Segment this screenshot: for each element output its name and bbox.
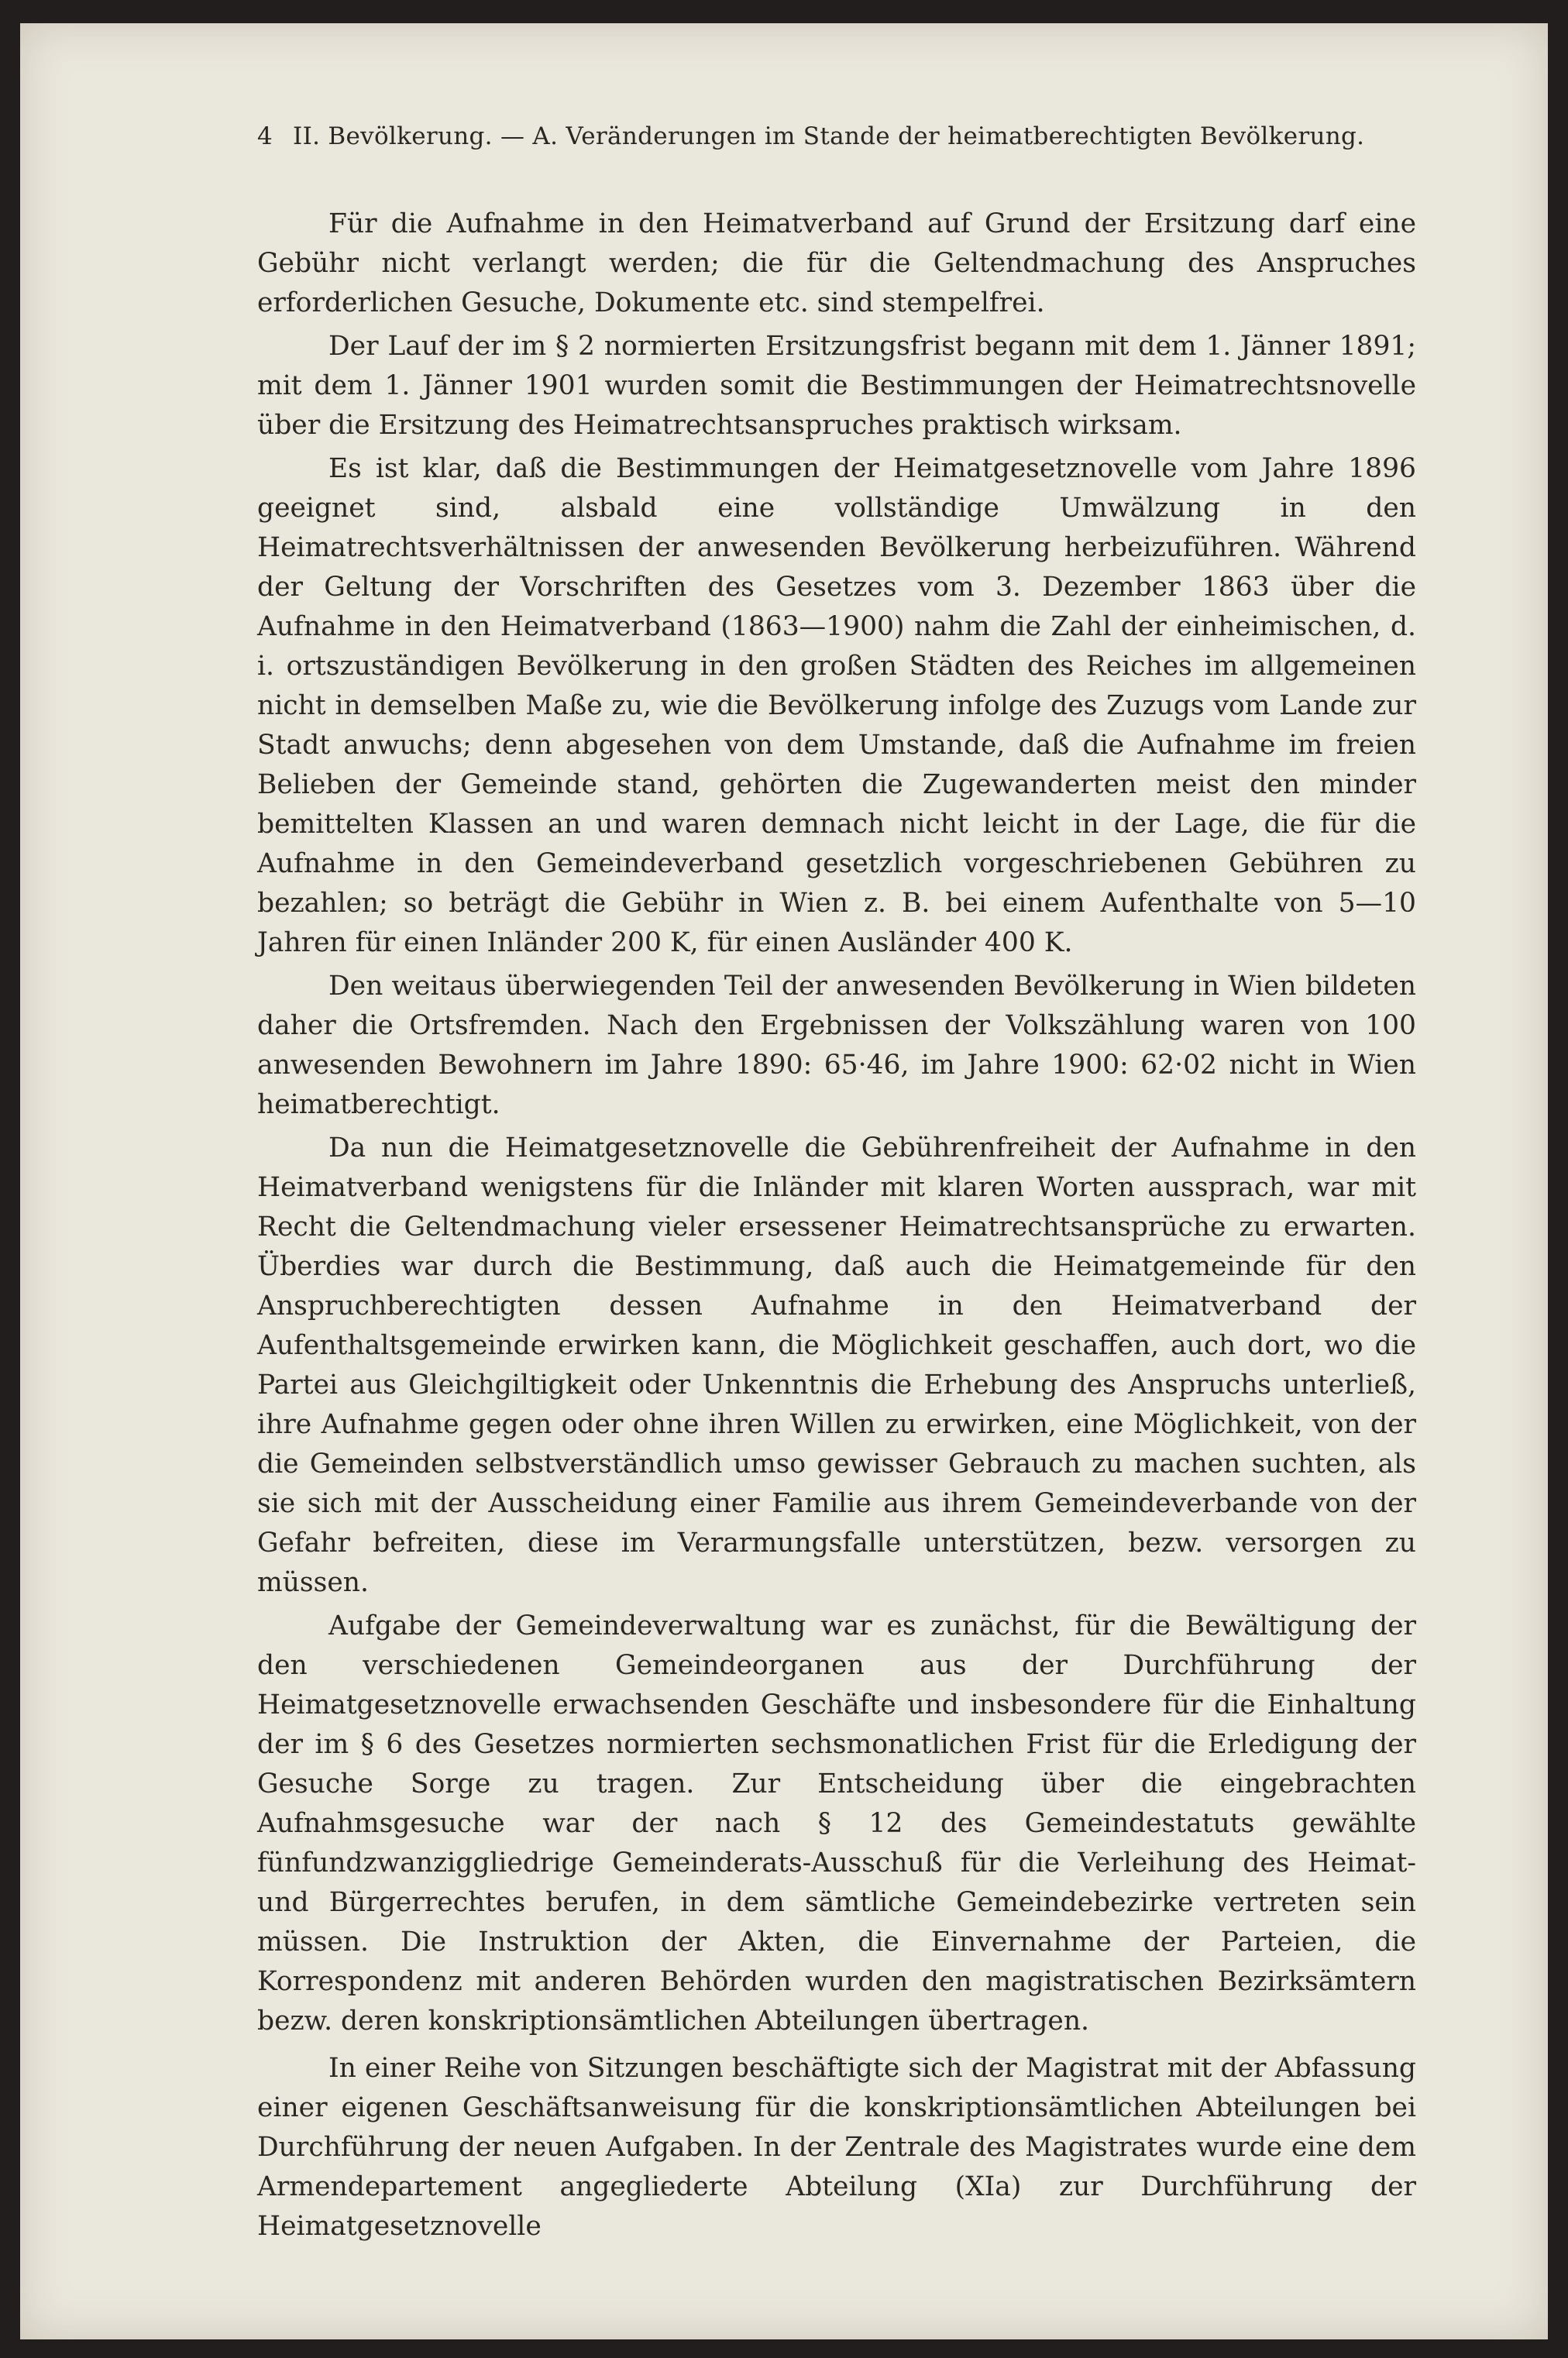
paragraph: Der Lauf der im § 2 normierten Ersitzungsfrist begann mit dem 1. Jänner 1891; mit dem 1. Jänner 1901 wurden somit die Bestimmungen der Heimatrechtsnovelle über die Ersitzung des Heimatrechtsanspruches praktisch wirksam. bbox=[257, 331, 1416, 441]
paragraph: Den weitaus überwiegenden Teil der anwesenden Bevölkerung in Wien bildeten daher die Ortsfremden. Nach den Ergebnissen der Volkszählung waren von 100 anwesenden Bewohnern im Jahre 1890: 65·46, im Jahre 1900: 62·02 nicht in Wien heimatberechtigt. bbox=[257, 971, 1416, 1120]
paragraph: Aufgabe der Gemeindeverwaltung war es zunächst, für die Bewältigung der den verschiedenen Gemeindeorganen aus der Durchführung der Heimatgesetznovelle erwachsenden Geschäfte und insbesondere für die Einhaltung der im § 6 des Gesetzes normierten sechsmonatlichen Frist für die Erledigung der Gesuche Sorge zu tragen. Zur Entscheidung über die eingebrachten Aufnahmsgesuche war der nach § 12 des Gemeindestatuts gewählte fünfundzwanziggliedrige Gemeinderats-Ausschuß für die Verleihung des Heimat- und Bürgerrechtes berufen, in dem sämtliche Gemeindebezirke vertreten sein müssen. Die Instruktion der Akten, die Einvernahme der Parteien, die Korrespondenz mit anderen Behörden wurden den magistratischen Bezirksämtern bezw. deren konskriptionsämtlichen Abteilungen übertragen. bbox=[257, 1610, 1416, 2037]
paragraph: Da nun die Heimatgesetznovelle die Gebührenfreiheit der Aufnahme in den Heimatverband wenigstens für die Inländer mit klaren Worten aussprach, war mit Recht die Geltendmachung vieler ersessener Heimatrechtsansprüche zu erwarten. Überdies war durch die Bestimmung, daß auch die Heimatgemeinde für den Anspruchberechtigten dessen Aufnahme in den Heimatverband der Aufenthaltsgemeinde erwirken kann, die Möglichkeit geschaffen, auch dort, wo die Partei aus Gleichgiltigkeit oder Unkenntnis die Erhebung des Anspruchs unterließ, ihre Aufnahme gegen oder ohne ihren Willen zu erwirken, eine Möglichkeit, von der die Gemeinden selbstverständlich umso gewisser Gebrauch zu machen suchten, als sie sich mit der Ausscheidung einer Familie aus ihrem Gemeindeverbande von der Gefahr befreiten, diese im Verarmungsfalle unterstützen, bezw. versorgen zu müssen. bbox=[257, 1133, 1416, 1598]
body-text bbox=[257, 205, 1416, 2250]
running-title: II. Bevölkerung. — A. Veränderungen im Stande der heimatberechtigten Bevölkerung. bbox=[293, 122, 1365, 150]
running-header bbox=[257, 122, 1373, 150]
paragraph: Für die Aufnahme in den Heimatverband auf Grund der Ersitzung darf eine Gebühr nicht verlangt werden; die für die Geltendmachung des Anspruches erforderlichen Gesuche, Dokumente etc. sind stempelfrei. bbox=[257, 208, 1416, 318]
paragraph: Es ist klar, daß die Bestimmungen der Heimatgesetznovelle vom Jahre 1896 geeignet sind, alsbald eine vollständige Umwälzung in den Heimatrechtsverhältnissen der anwesenden Bevölkerung herbeizuführen. Während der Geltung der Vorschriften des Gesetzes vom 3. Dezember 1863 über die Aufnahme in den Heimatverband (1863—1900) nahm die Zahl der einheimischen, d. i. ortszuständigen Bevölkerung in den großen Städten des Reiches im allgemeinen nicht in demselben Maße zu, wie die Bevölkerung infolge des Zuzugs vom Lande zur Stadt anwuchs; denn abgesehen von dem Umstande, daß die Aufnahme im freien Belieben der Gemeinde stand, gehörten die Zugewanderten meist den minder bemittelten Klassen an und waren demnach nicht leicht in der Lage, die für die Aufnahme in den Gemeindeverband gesetzlich vorgeschriebenen Gebühren zu bezahlen; so beträgt die Gebühr in Wien z. B. bei einem Aufenthalte von 5—10 Jahren für einen Inländer 200 K, für einen Ausländer 400 K. bbox=[257, 453, 1416, 958]
book-page bbox=[20, 23, 1548, 2339]
page-number: 4 bbox=[257, 122, 273, 150]
paragraph: In einer Reihe von Sitzungen beschäftigte sich der Magistrat mit der Abfassung einer eigenen Geschäftsanweisung für die konskriptionsämtlichen Abteilungen bei Durchführung der neuen Aufgaben. In der Zentrale des Magistrates wurde eine dem Armendepartement angegliederte Abteilung (XIa) zur Durchführung der Heimatgesetznovelle bbox=[257, 2053, 1416, 2242]
